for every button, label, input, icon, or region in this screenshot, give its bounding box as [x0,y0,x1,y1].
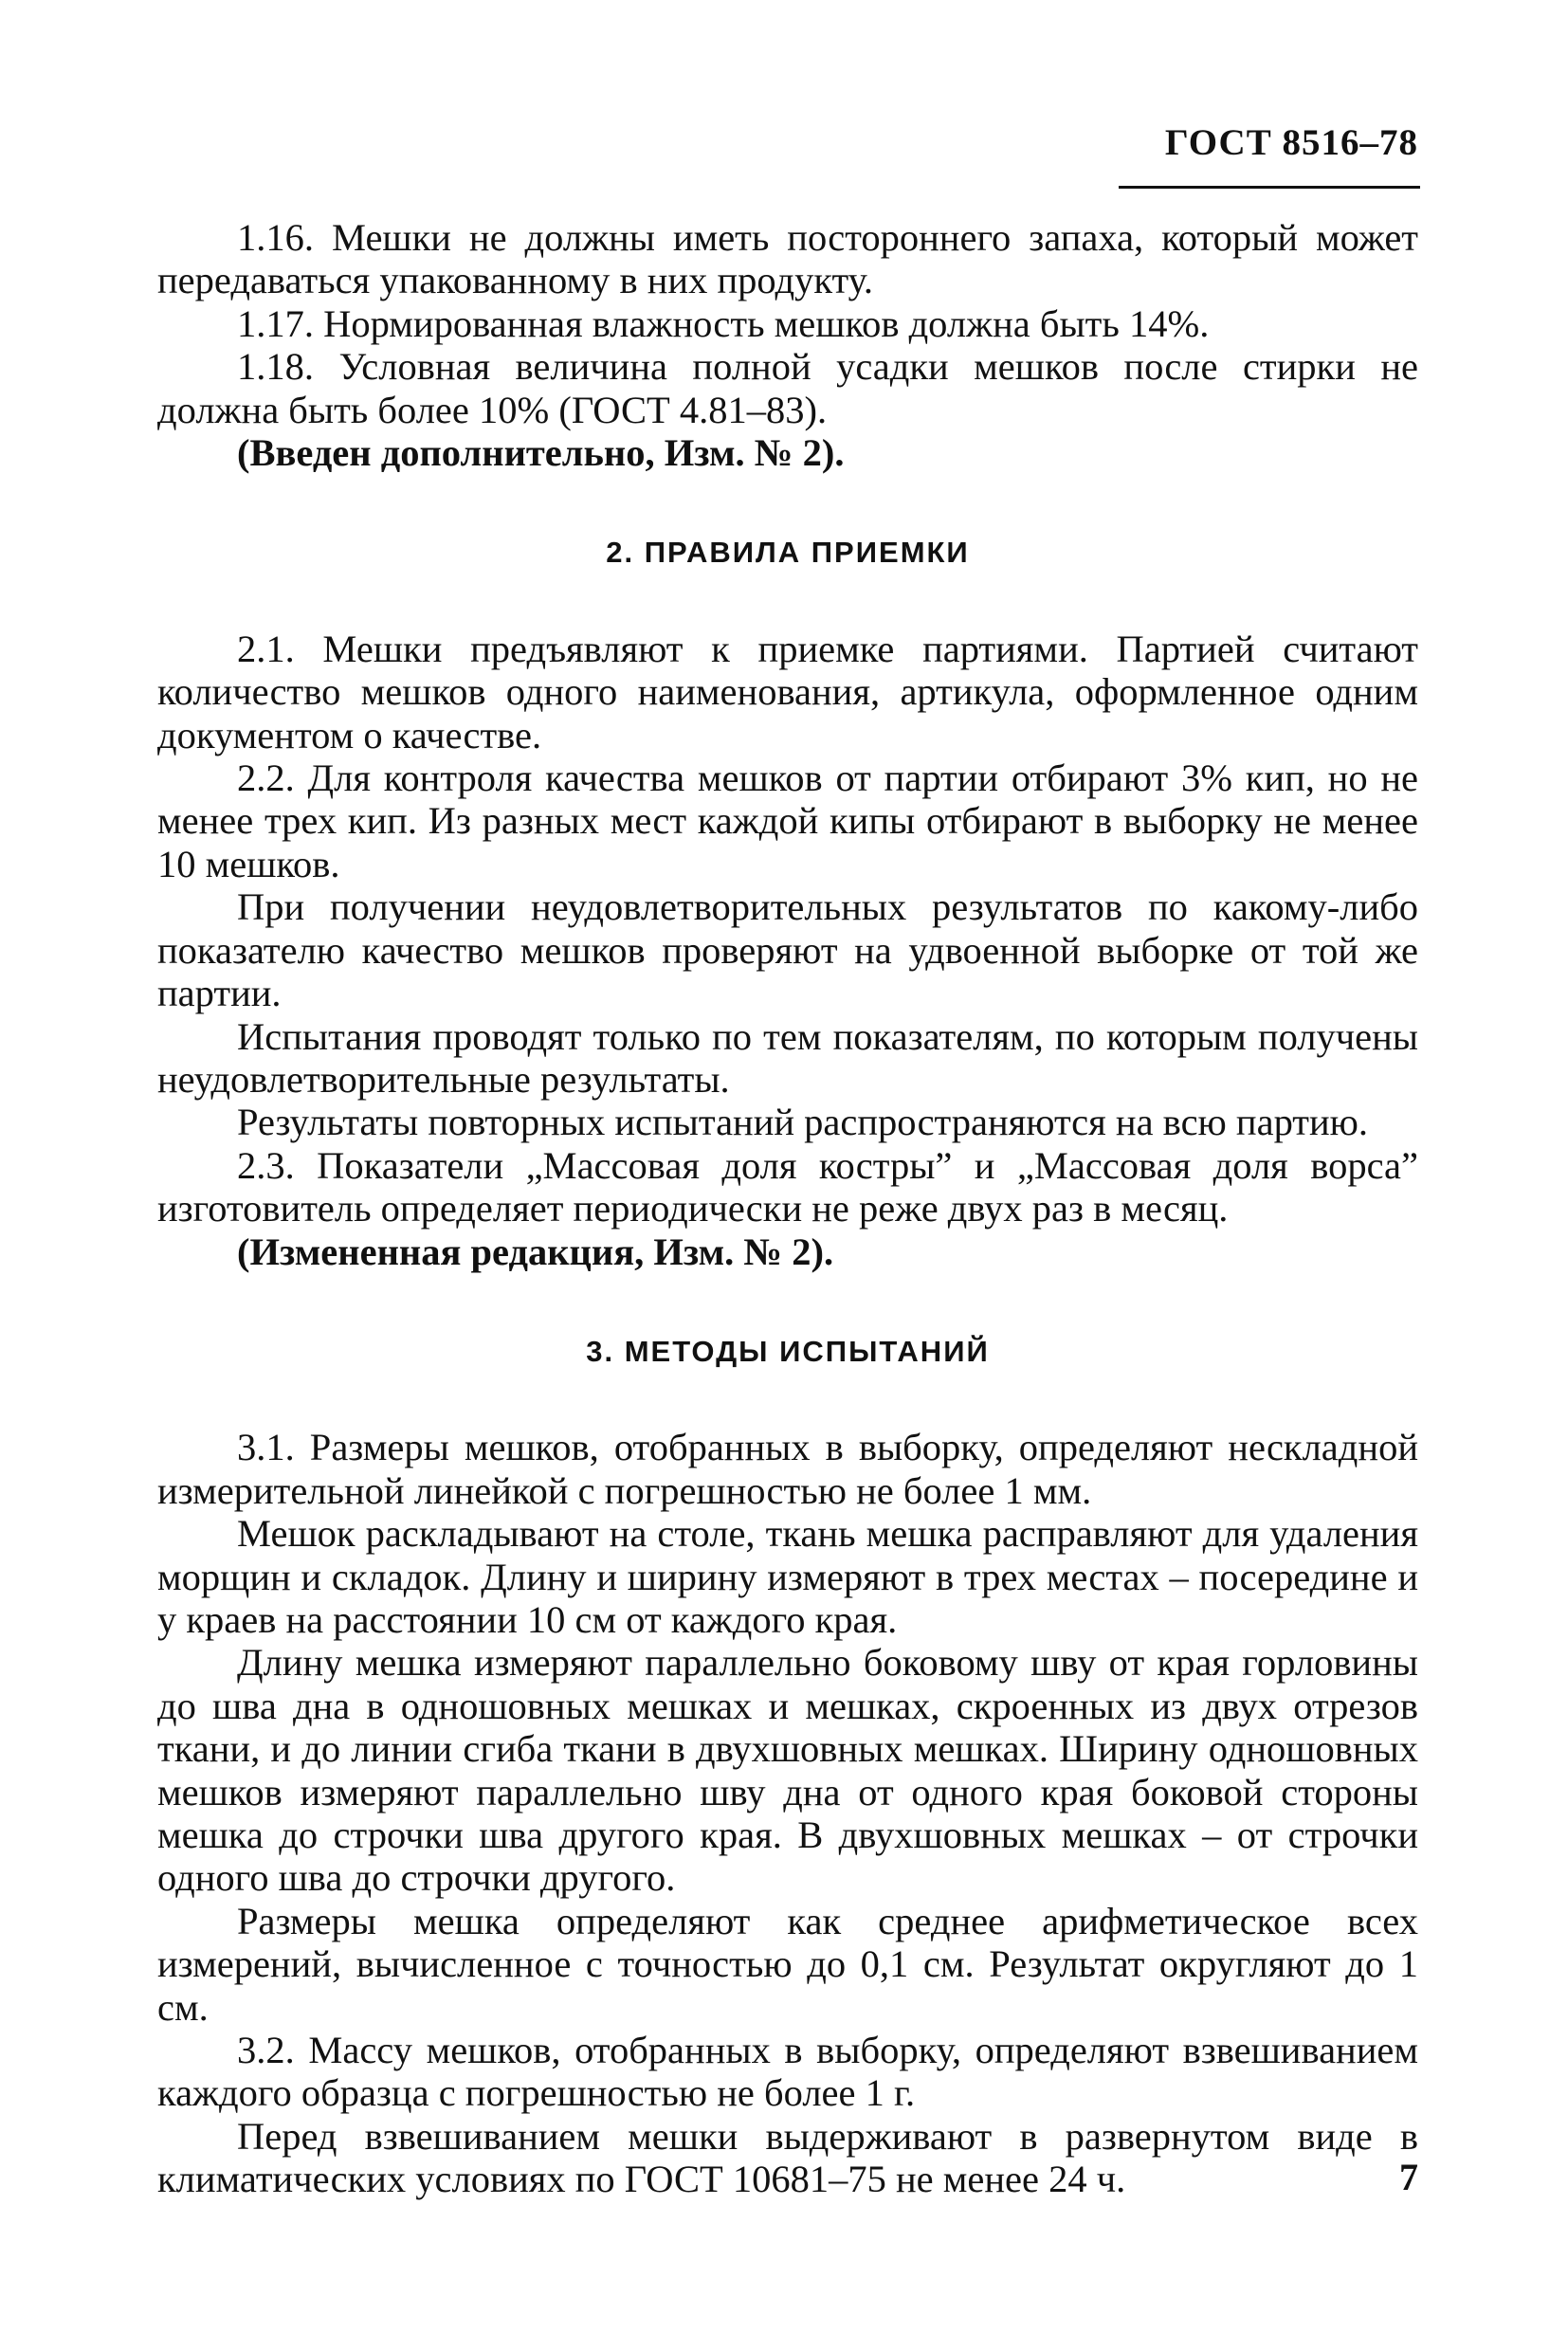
section-3-heading: 3. МЕТОДЫ ИСПЫТАНИЙ [586,1334,990,1368]
clause-3-1-length: Длину мешка измеряют параллельно боковому шву от края горловины до шва дна в одношовных мешках и мешках, скроенных из двух отрезов ткани, и до линии сгиба ткани в двухшовных мешках. Ширину одношовных мешков измеряют параллельно шву дна от одного края боковой стороны мешка до строчки шва другого края. В двухшовных мешках – от строчки одного шва до строчки другого. [157,1641,1418,1900]
clause-3-1-average: Размеры мешка определяют как среднее арифметическое всех измерений, вычисленное с точностью до 0,1 см. Результат округляют до 1 см. [157,1899,1418,2029]
clause-2-1: 2.1. Мешки предъявляют к приемке партиями. Партией считают количество мешков одного наименования, артикула, оформленное одним документом о качестве. [157,627,1418,756]
section-2-heading: 2. ПРАВИЛА ПРИЕМКИ [606,536,970,570]
clause-3-2-conditioning: Перед взвешиванием мешки выдерживают в развернутом виде в климатических условиях по ГОСТ 10681–75 не менее 24 ч. [157,2114,1418,2201]
page-number: 7 [1399,2156,1418,2198]
clause-1-16: 1.16. Мешки не должны иметь постороннего запаха, который может передаваться упакованному в них продукту. [157,216,1418,302]
clause-1-18: 1.18. Условная величина полной усадки мешков после стирки не должна быть более 10% (ГОСТ 4.81–83). [157,345,1418,431]
clause-2-2: 2.2. Для контроля качества мешков от партии отбирают 3% кип, но не менее трех кип. Из разных мест каждой кипы отбирают в выборку не менее 10 мешков. [157,756,1418,885]
clause-3-1-layout: Мешок раскладывают на столе, ткань мешка расправляют для удаления морщин и складок. Длину и ширину измеряют в трех местах – посередине и у краев на расстоянии 10 см от каждого края. [157,1512,1418,1641]
amendment-note-1: (Введен дополнительно, Изм. № 2). [237,431,845,475]
amendment-note-2: (Измененная редакция, Изм. № 2). [237,1230,834,1273]
clause-3-2: 3.2. Массу мешков, отобранных в выборку, определяют взвешиванием каждого образца с погрешностью не более 1 г. [157,2029,1418,2115]
clause-2-2-scope: Испытания проводят только по тем показателям, по которым получены неудовлетворительные результаты. [157,1014,1418,1101]
clause-1-17: 1.17. Нормированная влажность мешков должна быть 14%. [237,301,1210,345]
clause-2-3: 2.3. Показатели „Массовая доля костры” и „Массовая доля ворса” изготовитель определяет периодически не реже двух раз в месяц. [157,1143,1418,1230]
spacer [157,1373,1418,1426]
standard-code-header: ГОСТ 8516–78 [1164,122,1418,163]
spacer [157,574,1418,628]
clause-2-2-retest: При получении неудовлетворительных результатов по какому-либо показателю качество мешков проверяют на удвоенной выборке от той же партии. [157,885,1418,1015]
document-body [157,216,1418,2201]
spacer [157,1273,1418,1330]
header-rule [1119,186,1420,189]
spacer [157,474,1418,531]
clause-2-2-results: Результаты повторных испытаний распространяются на всю партию. [237,1101,1369,1144]
clause-3-1: 3.1. Размеры мешков, отобранных в выборку, определяют нескладной измерительной линейкой с погрешностью не более 1 мм. [157,1426,1418,1512]
